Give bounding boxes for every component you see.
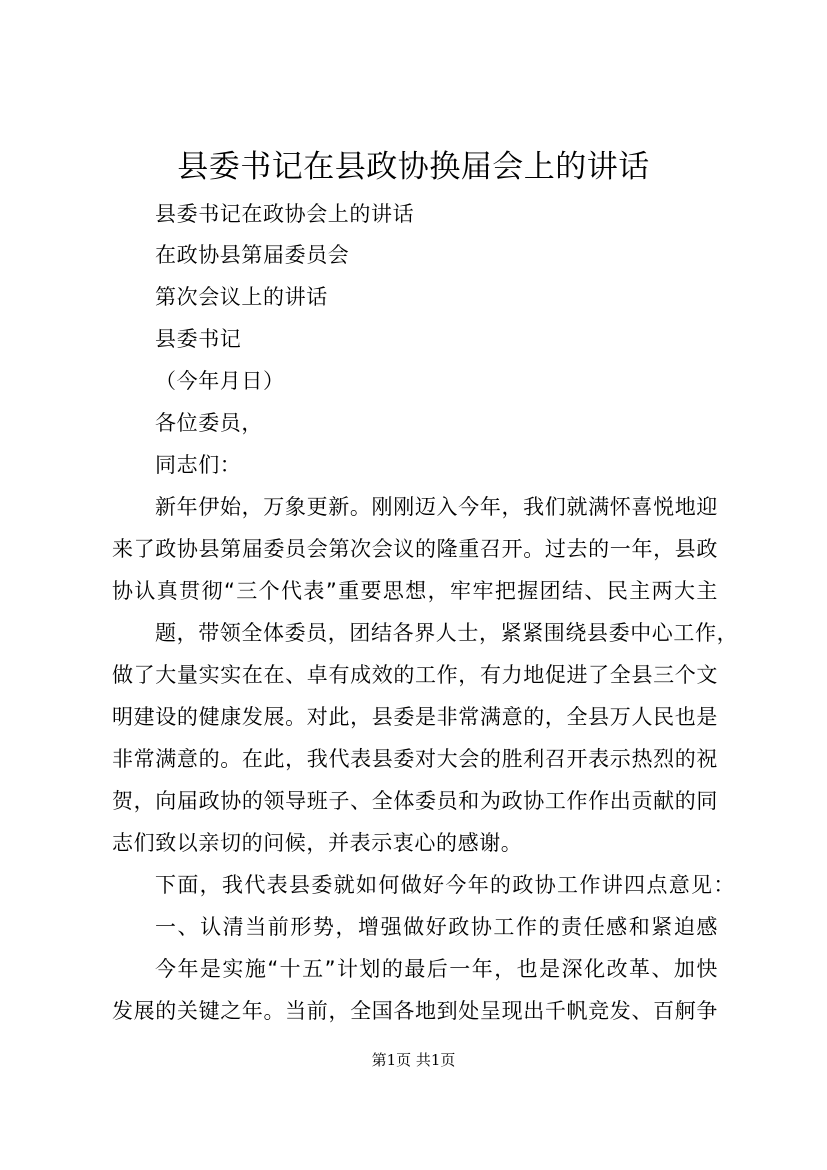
document-title: 县委书记在县政协换届会上的讲话 xyxy=(177,149,650,185)
paragraph-line: 协认真贯彻“三个代表”重要思想，牢牢把握团结、民主两大主 xyxy=(112,579,718,603)
paragraph-line: 下面，我代表县委就如何做好今年的政协工作讲四点意见： xyxy=(155,873,735,897)
paragraph-line: 明建设的健康发展。对此，县委是非常满意的，全县万人民也是 xyxy=(112,705,718,729)
paragraph-line: 做了大量实实在在、卓有成效的工作，有力地促进了全县三个文 xyxy=(112,663,718,687)
paragraph-line: 贺，向届政协的领导班子、全体委员和为政协工作作出贡献的同 xyxy=(112,789,718,813)
paragraph-line: 今年是实施“十五”计划的最后一年，也是深化改革、加快 xyxy=(155,957,718,981)
paragraph-line: 新年伊始，万象更新。刚刚迈入今年，我们就满怀喜悦地迎 xyxy=(155,495,718,519)
paragraph-line: 非常满意的。在此，我代表县委对大会的胜利召开表示热烈的祝 xyxy=(112,747,718,771)
subtitle-line: 在政协县第届委员会 xyxy=(155,243,350,267)
section-heading: 一、认清当前形势，增强做好政协工作的责任感和紧迫感 xyxy=(155,915,718,939)
salutation-line: 同志们： xyxy=(155,453,242,477)
paragraph-line: 志们致以亲切的问候，并表示衷心的感谢。 xyxy=(112,831,523,855)
paragraph-line: 来了政协县第届委员会第次会议的隆重召开。过去的一年，县政 xyxy=(112,537,718,561)
paragraph-line: 题，带领全体委员，团结各界人士，紧紧围绕县委中心工作， xyxy=(155,621,739,645)
subtitle-line: 县委书记在政协会上的讲话 xyxy=(155,202,415,226)
salutation-line: 各位委员， xyxy=(155,411,263,435)
date-line: （今年月日） xyxy=(155,369,285,393)
paragraph-line: 发展的关键之年。当前，全国各地到处呈现出千帆竞发、百舸争 xyxy=(112,999,718,1023)
subtitle-line: 第次会议上的讲话 xyxy=(155,285,328,309)
speaker-line: 县委书记 xyxy=(155,327,242,351)
page-footer: 第1页 共1页 xyxy=(371,1051,456,1069)
